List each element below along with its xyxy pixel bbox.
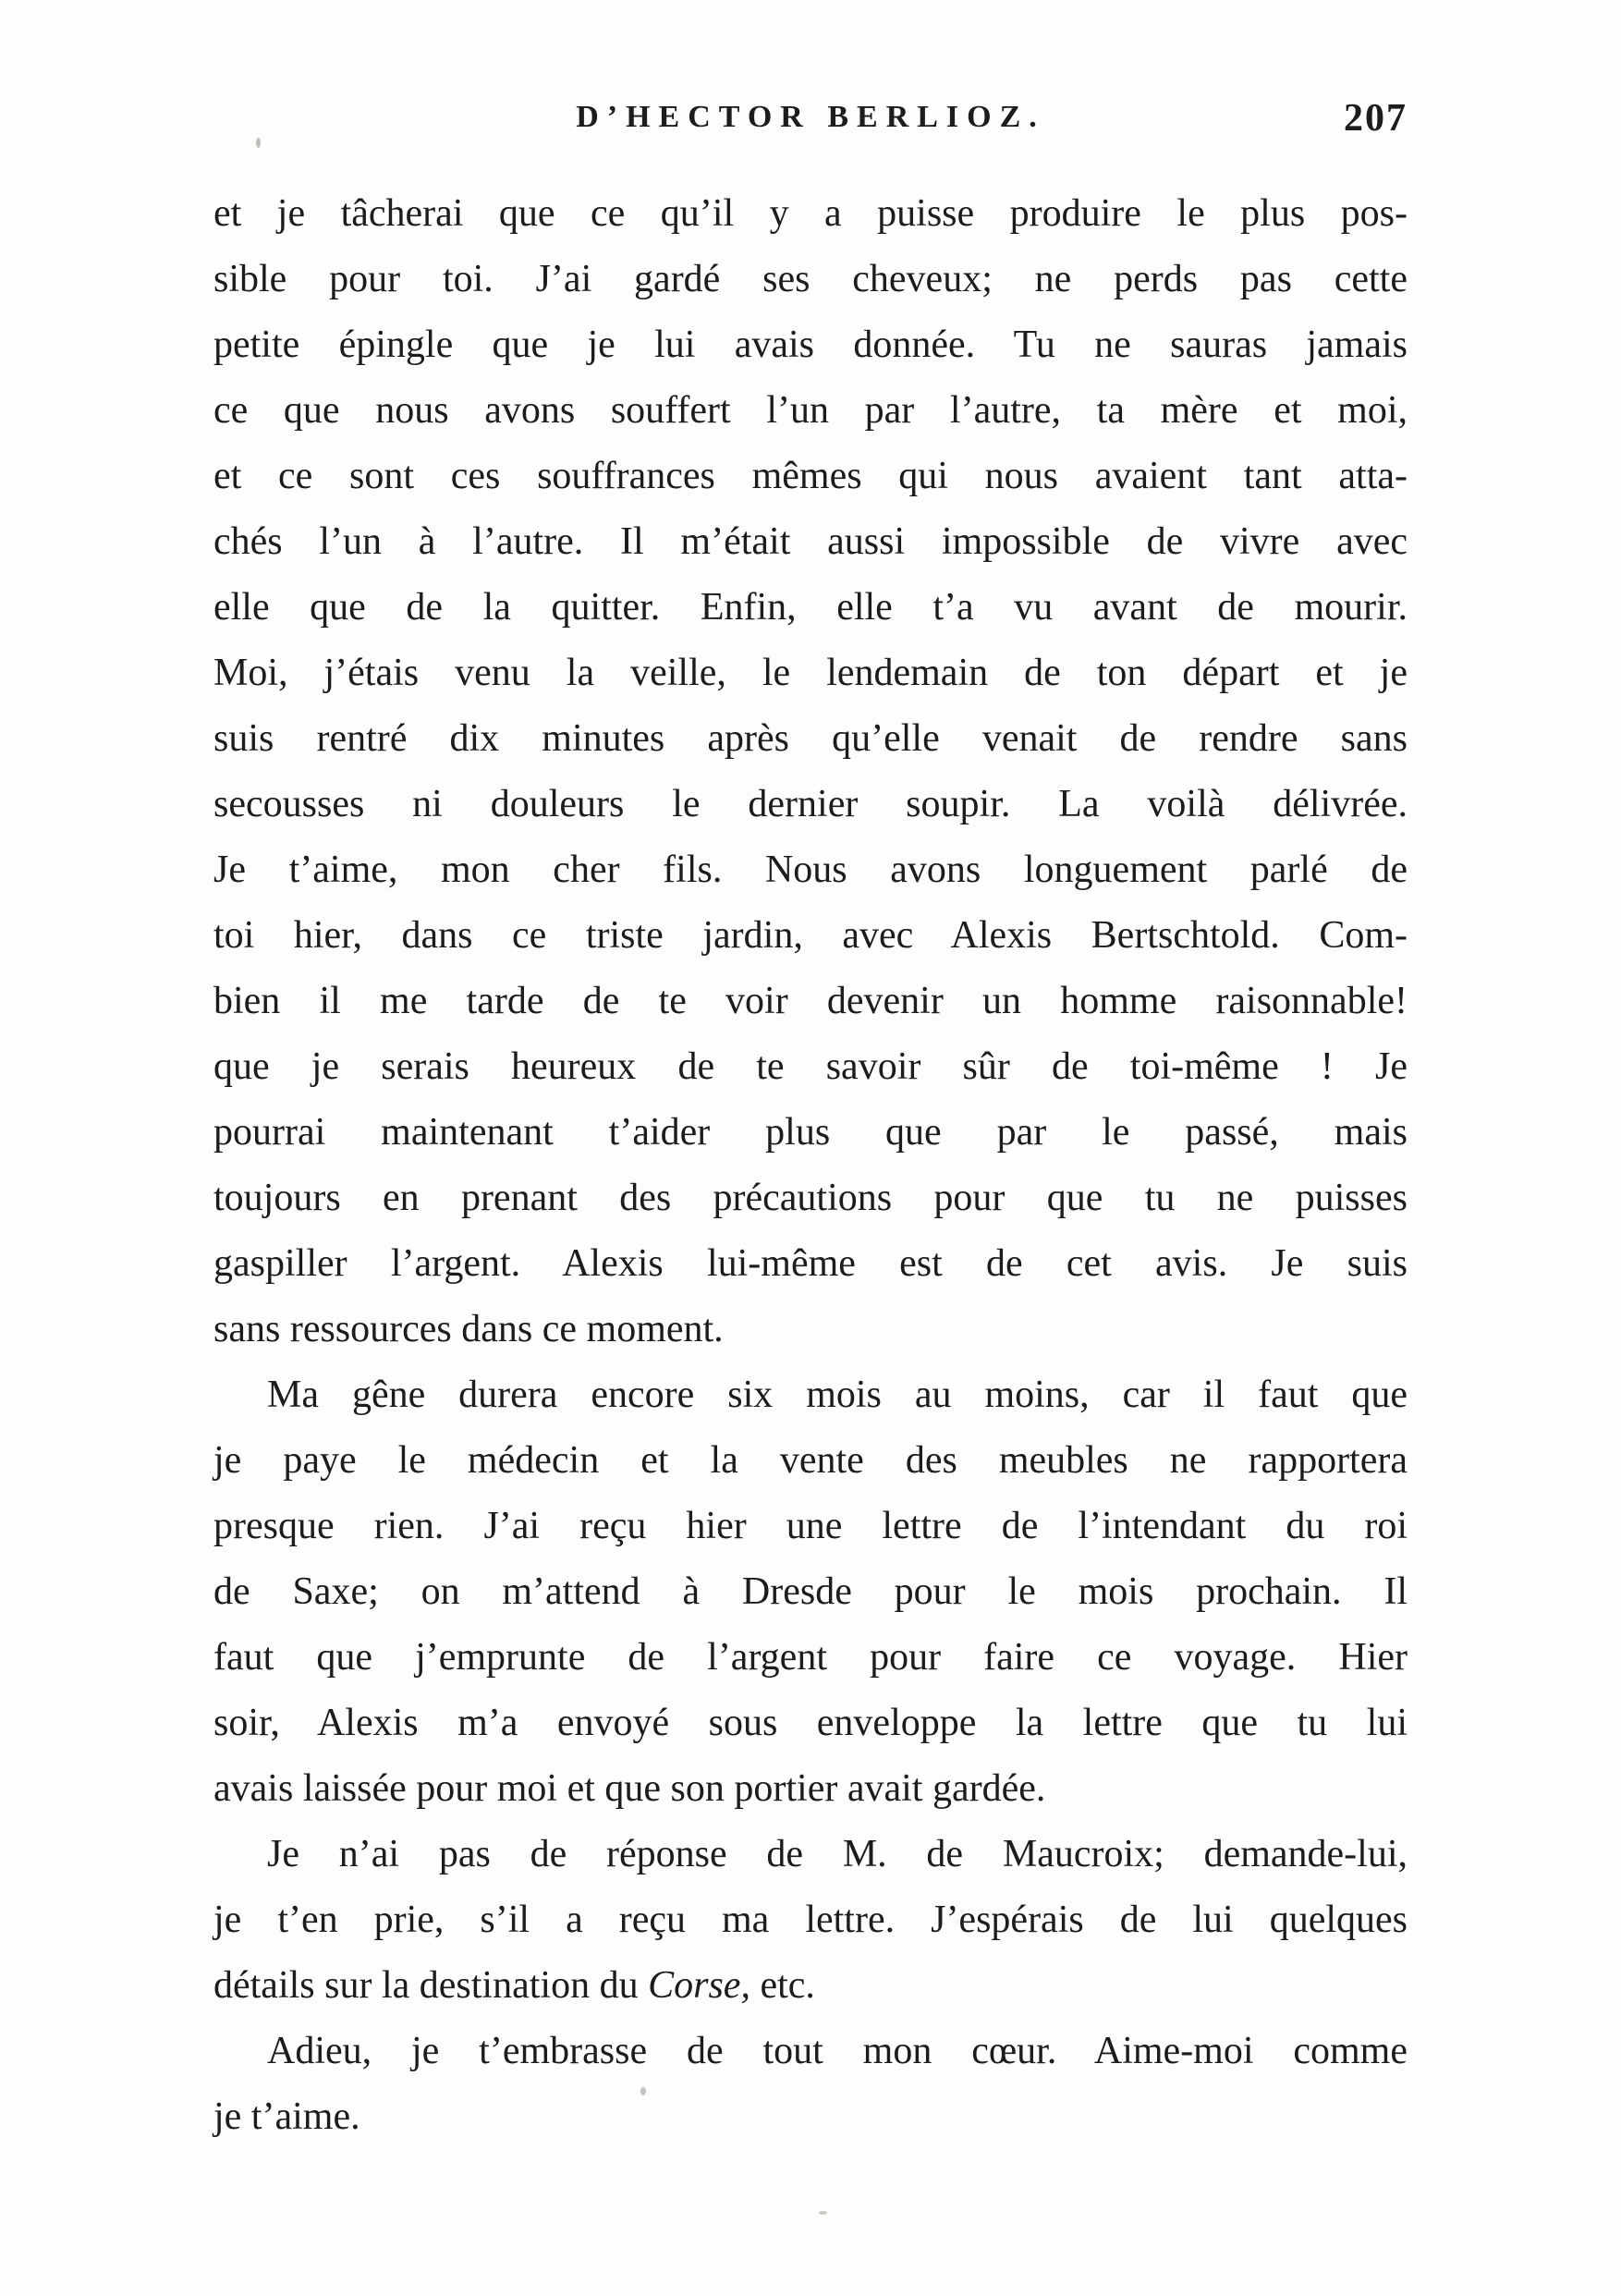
text-line: Je n’ai pas de réponse de M. de Maucroix; demande-lui, (267, 1833, 1408, 1875)
text-line: de Saxe; on m’attend à Dresde pour le mois prochain. Il (213, 1570, 1408, 1613)
text-line: sans ressources dans ce moment. (213, 1308, 724, 1350)
text-line: petite épingle que je lui avais donnée. Tu ne sauras jamais (213, 324, 1408, 366)
text-line: Ma gêne durera encore six mois au moins, car il faut que (267, 1374, 1408, 1416)
text-line: ce que nous avons souffert l’un par l’autre, ta mère et moi, (213, 389, 1408, 432)
text-line: pourrai maintenant t’aider plus que par le passé, mais (213, 1111, 1408, 1154)
text-line: Moi, j’étais venu la veille, le lendemain de ton départ et je (213, 652, 1408, 694)
text-line: que je serais heureux de te savoir sûr de toi-même ! Je (213, 1045, 1408, 1088)
italic-text: Corse, (648, 1964, 750, 2007)
text-line: toujours en prenant des précautions pour que tu ne puisses (213, 1177, 1408, 1219)
text-line: soir, Alexis m’a envoyé sous enveloppe la lettre que tu lui (213, 1702, 1408, 1744)
text-line: chés l’un à l’autre. Il m’était aussi impossible de vivre avec (213, 520, 1408, 563)
text-line: suis rentré dix minutes après qu’elle venait de rendre sans (213, 717, 1408, 760)
scan-speck (256, 138, 261, 148)
text-line: avais laissée pour moi et que son portier avait gardée. (213, 1767, 1046, 1810)
text-segment: détails sur la destination du (213, 1964, 649, 2007)
text-line: gaspiller l’argent. Alexis lui-même est de cet avis. Je suis (213, 1242, 1408, 1285)
text-line: je t’en prie, s’il a reçu ma lettre. J’espérais de lui quelques (213, 1899, 1408, 1941)
text-line (213, 1953, 1408, 2019)
running-title: D’HECTOR BERLIOZ. (576, 100, 1045, 134)
scan-speck (640, 2087, 646, 2095)
scan-speck (819, 2211, 827, 2215)
page-number: 207 (1344, 97, 1408, 140)
text-line: toi hier, dans ce triste jardin, avec Alexis Bertschtold. Com- (213, 914, 1408, 957)
text-line: secousses ni douleurs le dernier soupir. La voilà délivrée. (213, 783, 1408, 825)
text-line: et ce sont ces souffrances mêmes qui nous avaient tant atta- (213, 455, 1408, 497)
text-line: elle que de la quitter. Enfin, elle t’a vu avant de mourir. (213, 586, 1408, 629)
text-line: je t’aime. (213, 2095, 360, 2138)
page-body (213, 181, 1408, 2150)
text-line: Je t’aime, mon cher fils. Nous avons longuement parlé de (213, 849, 1408, 891)
page-header (213, 97, 1408, 155)
text-line: et je tâcherai que ce qu’il y a puisse produire le plus pos- (213, 192, 1408, 235)
text-line: je paye le médecin et la vente des meubles ne rapportera (213, 1439, 1408, 1482)
text-line: presque rien. J’ai reçu hier une lettre de l’intendant du roi (213, 1505, 1408, 1547)
text-line: bien il me tarde de te voir devenir un homme raisonnable! (213, 980, 1408, 1022)
text-line: faut que j’emprunte de l’argent pour faire ce voyage. Hier (213, 1636, 1408, 1679)
text-segment: etc. (750, 1964, 815, 2007)
text-line: Adieu, je t’embrasse de tout mon cœur. Aime-moi comme (267, 2030, 1408, 2072)
text-line: sible pour toi. J’ai gardé ses cheveux; ne perds pas cette (213, 258, 1408, 300)
